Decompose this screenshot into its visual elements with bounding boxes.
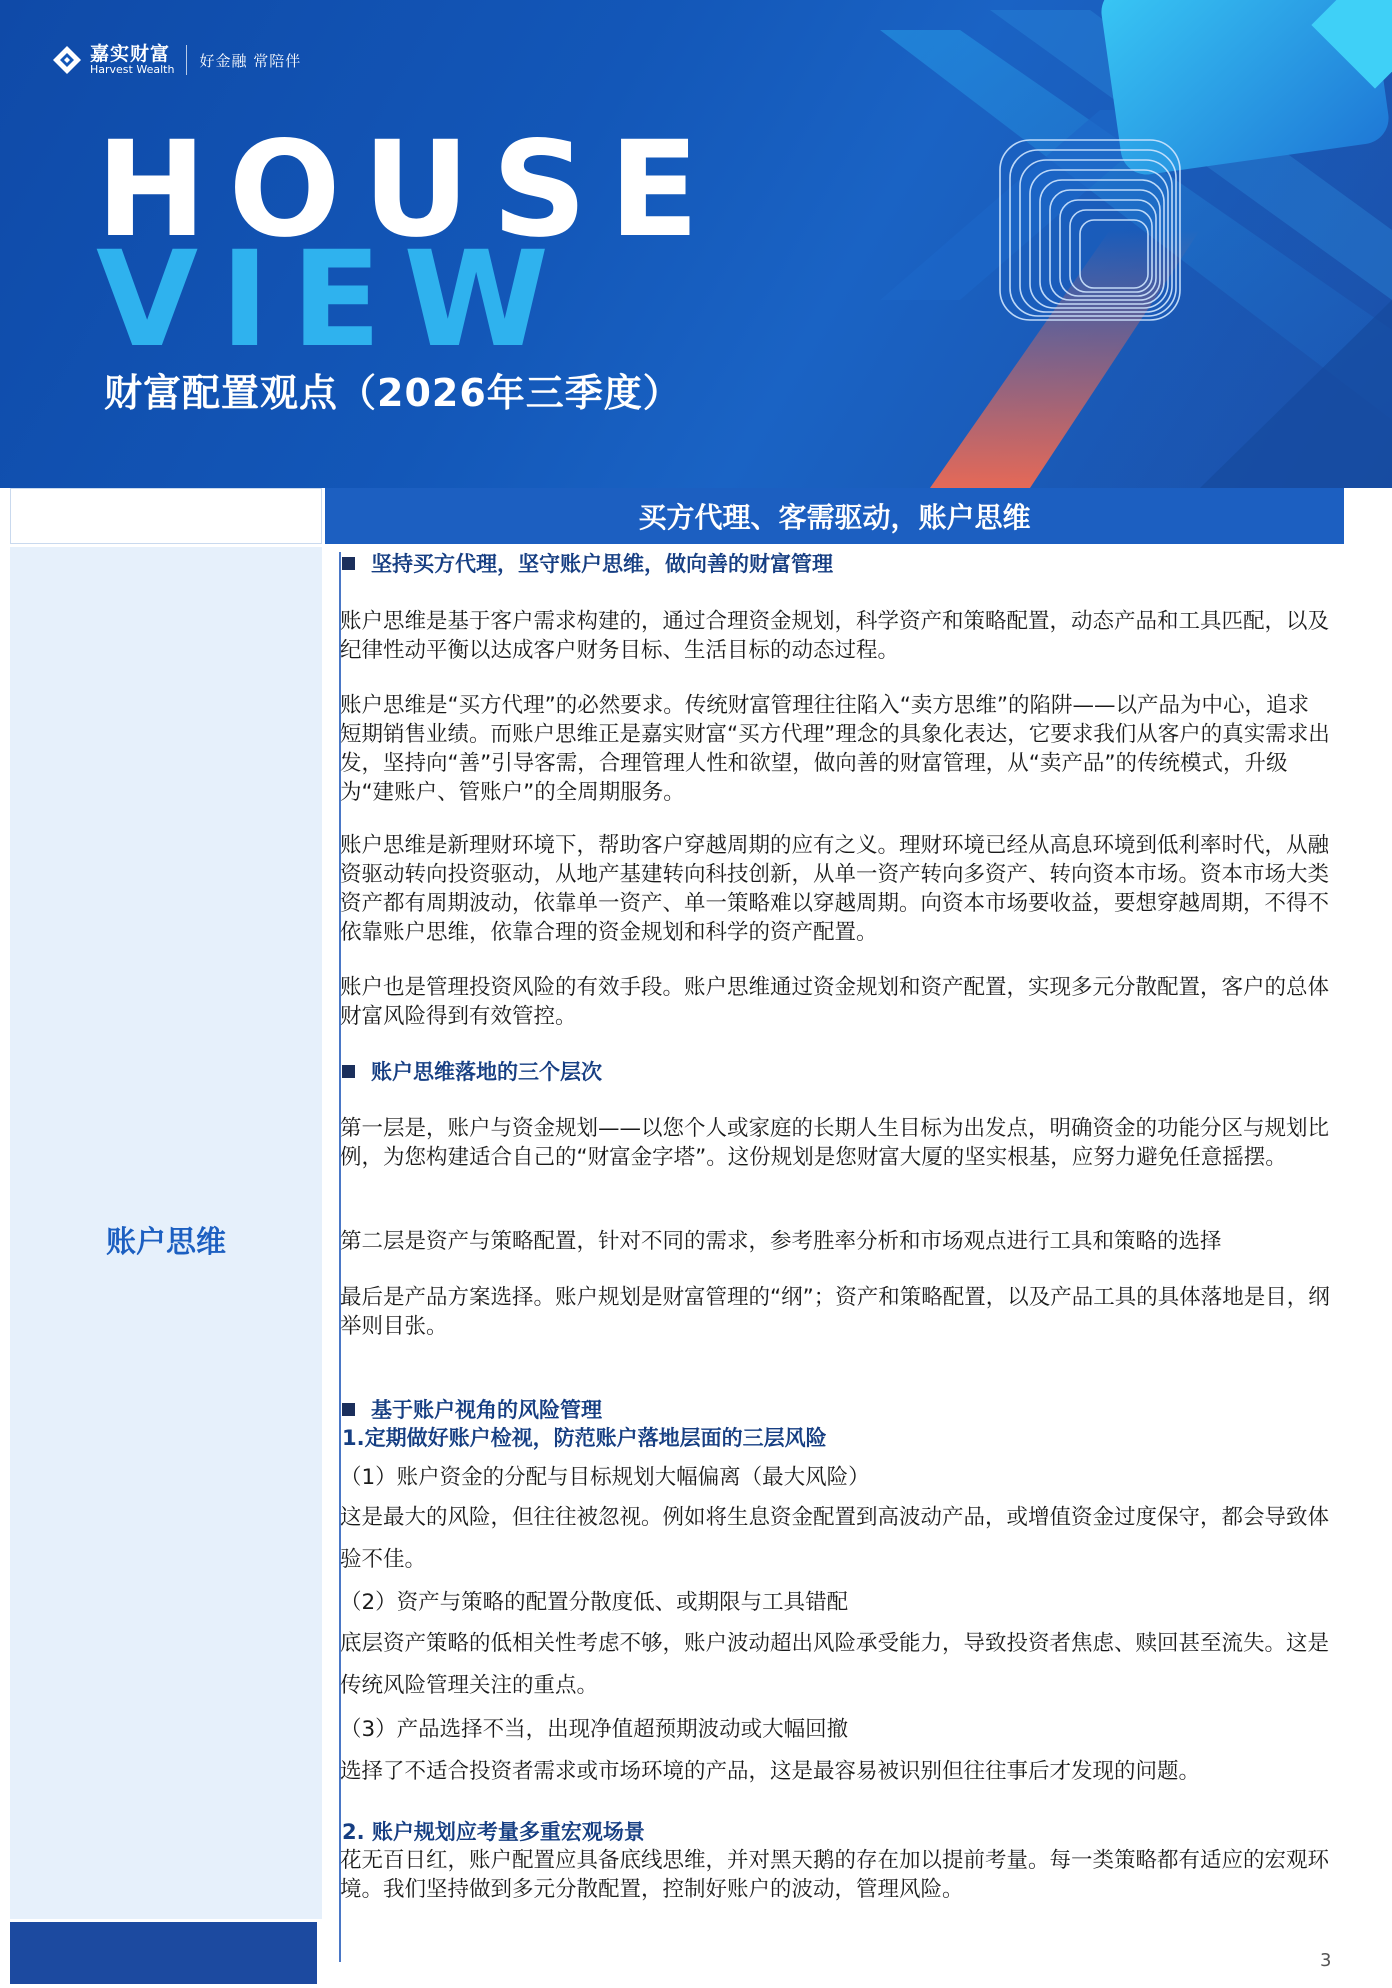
left-footer-block (10, 1922, 317, 1984)
heading-risk-management (342, 1396, 602, 1424)
brand-slogan: 好金融 常陪伴 (199, 51, 302, 70)
paragraph-5: 第一层是，账户与资金规划——以您个人或家庭的长期人生目标为出发点，明确资金的功能分区与规划比例，为您构建适合自己的“财富金字塔”。这份规划是您财富大厦的坚实根基，应努力避免任意摇摆。 (340, 1116, 1330, 1170)
risk-2-title: （2）资产与策略的配置分散度低、或期限与工具错配 (340, 1590, 849, 1615)
table-header-title: 买方代理、客需驱动，账户思维 (325, 488, 1344, 544)
risk-3-title: （3）产品选择不当，出现净值超预期波动或大幅回撤 (340, 1717, 849, 1742)
section-label: 账户思维 (106, 1225, 226, 1260)
square-bullet-icon (342, 1065, 355, 1078)
brand-lockup (52, 44, 301, 76)
cover-banner (0, 0, 1392, 488)
brand-name-cn: 嘉实财富 (90, 43, 171, 65)
subheading-macro-scenarios: 2. 账户规划应考量多重宏观场景 (342, 1820, 645, 1844)
report-subtitle: 财富配置观点（2026年三季度） (104, 371, 682, 415)
heading-text: 坚持买方代理，坚守账户思维，做向善的财富管理 (371, 552, 833, 576)
brand-logo-icon (52, 45, 82, 75)
paragraph-7: 最后是产品方案选择。账户规划是财富管理的“纲”；资产和策略配置，以及产品工具的具体落地是目，纲举则目张。 (340, 1285, 1330, 1339)
heading-three-levels (342, 1058, 602, 1086)
risk-3-text: 选择了不适合投资者需求或市场环境的产品，这是最容易被识别但往往事后才发现的问题。 (340, 1759, 1201, 1784)
risk-2-text: 底层资产策略的低相关性考虑不够，账户波动超出风险承受能力，导致投资者焦虑、赎回甚至流失。这是传统风险管理关注的重点。 (340, 1631, 1330, 1698)
paragraph-4: 账户也是管理投资风险的有效手段。账户思维通过资金规划和资产配置，实现多元分散配置，客户的总体财富风险得到有效管控。 (340, 975, 1330, 1029)
paragraph-1: 账户思维是基于客户需求构建的，通过合理资金规划，科学资产和策略配置，动态产品和工具匹配，以及纪律性动平衡以达成客户财务目标、生活目标的动态过程。 (340, 609, 1330, 663)
risk-1-title: （1）账户资金的分配与目标规划大幅偏离（最大风险） (340, 1465, 870, 1490)
paragraph-6: 第二层是资产与策略配置，针对不同的需求，参考胜率分析和市场观点进行工具和策略的选择 (340, 1229, 1222, 1254)
square-bullet-icon (342, 1403, 355, 1416)
heading-text: 基于账户视角的风险管理 (371, 1398, 602, 1422)
heading-buy-side (342, 550, 833, 578)
risk-1-text: 这是最大的风险，但往往被忽视。例如将生息资金配置到高波动产品，或增值资金过度保守，都会导致体验不佳。 (340, 1505, 1330, 1572)
heading-text: 账户思维落地的三个层次 (371, 1060, 602, 1084)
subheading-account-review: 1.定期做好账户检视，防范账户落地层面的三层风险 (342, 1426, 827, 1450)
brand-divider (186, 45, 187, 75)
brand-name-block (90, 44, 174, 76)
title-view: VIEW (96, 223, 572, 377)
brand-name-en: Harvest Wealth (90, 63, 175, 76)
paragraph-2: 账户思维是“买方代理”的必然要求。传统财富管理往往陷入“卖方思维”的陷阱——以产品为中心，追求短期销售业绩。而账户思维正是嘉实财富“买方代理”理念的具象化表达，它要求我们从客户的真实需求出发，坚持向“善”引导客需，合理管理人性和欲望，做向善的财富管理，从“卖产品”的传统模式，升级为“建账户、管账户”的全周期服务。 (340, 693, 1330, 805)
page-number: 3 (1320, 1950, 1332, 1971)
paragraph-8: 花无百日红，账户配置应具备底线思维，并对黑天鹅的存在加以提前考量。每一类策略都有适应的宏观环境。我们坚持做到多元分散配置，控制好账户的波动，管理风险。 (340, 1848, 1330, 1902)
square-bullet-icon (342, 557, 355, 570)
table-header-left-cell (10, 488, 322, 544)
section-label-column (10, 547, 322, 1919)
title-house: HOUSE (96, 113, 722, 267)
paragraph-3: 账户思维是新理财环境下，帮助客户穿越周期的应有之义。理财环境已经从高息环境到低利率时代，从融资驱动转向投资驱动，从地产基建转向科技创新，从单一资产转向多资产、转向资本市场。资本市场大类资产都有周期波动，依靠单一资产、单一策略难以穿越周期。向资本市场要收益，要想穿越周期，不得不依靠账户思维，依靠合理的资金规划和科学的资产配置。 (340, 833, 1330, 945)
